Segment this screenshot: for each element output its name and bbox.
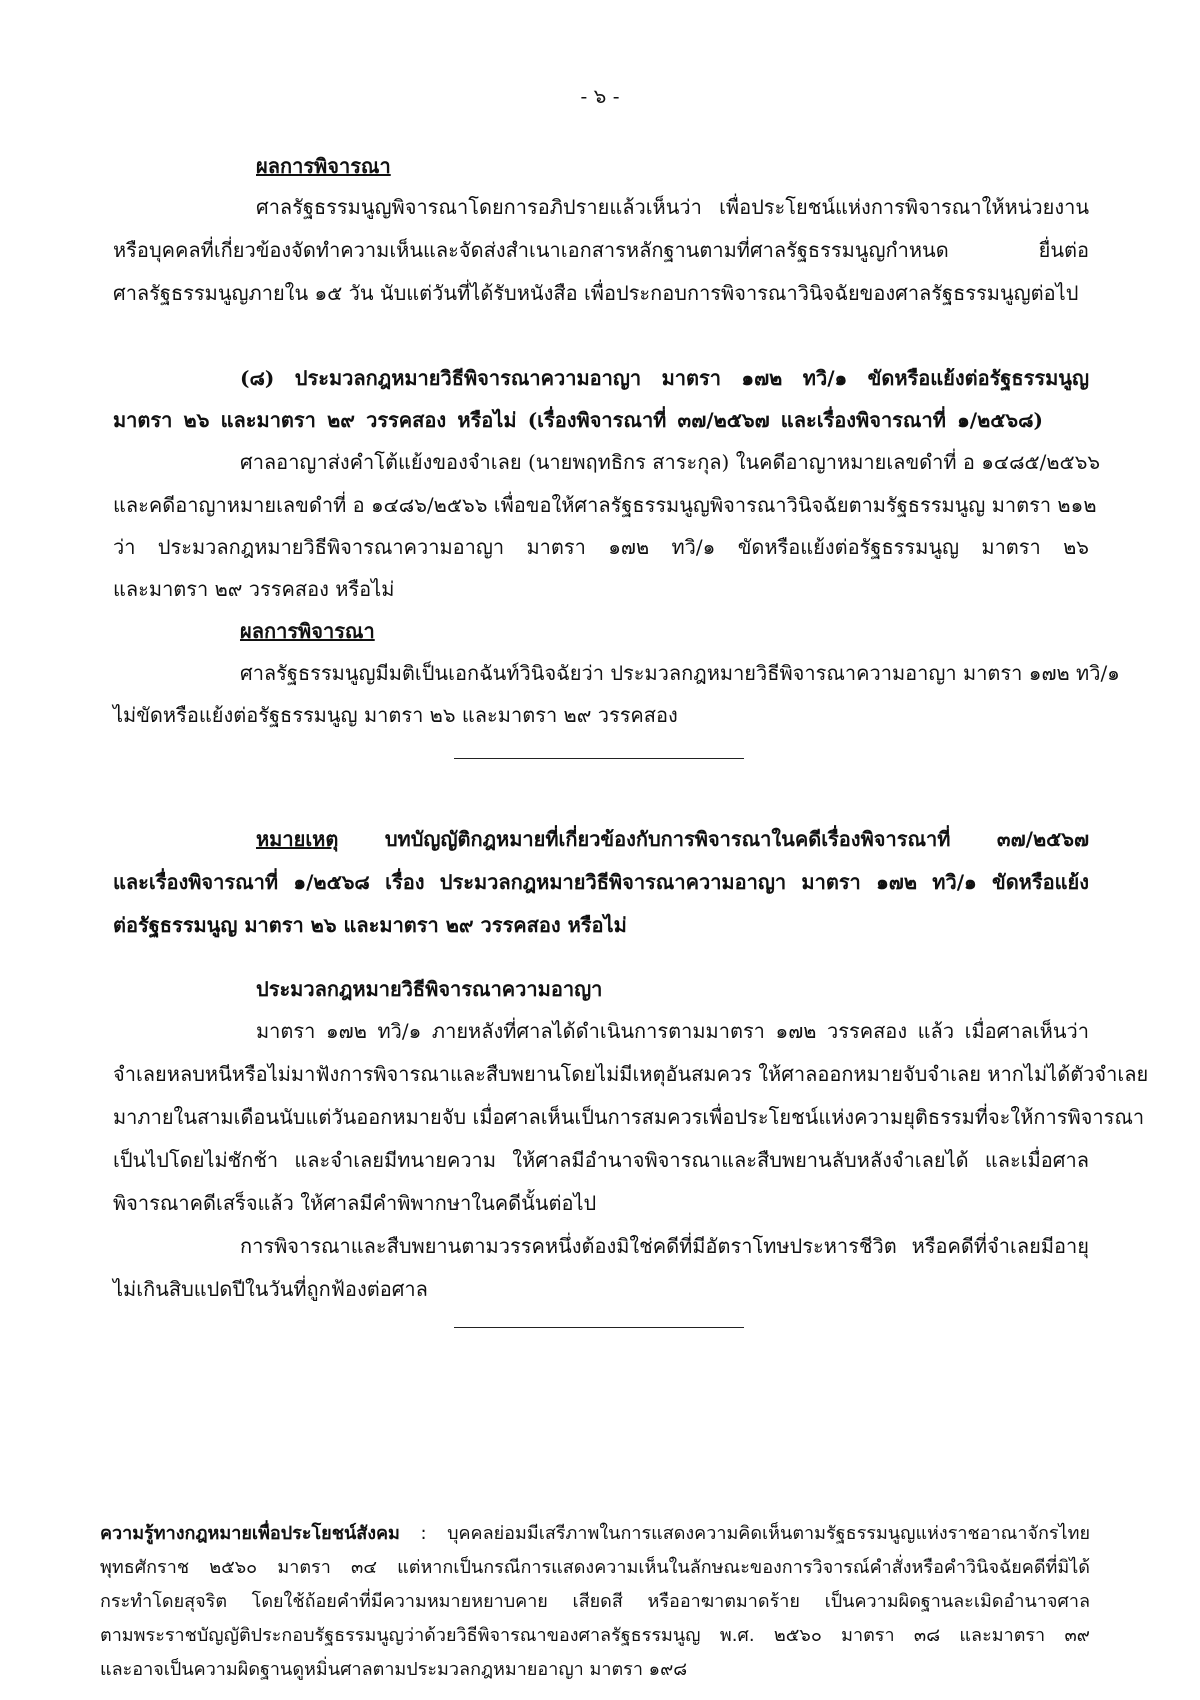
section1-line-3: ศาลรัฐธรรมนูญภายใน ๑๕ วัน นับแต่วันที่ได้รับหนังสือ เพื่อประกอบการพิจารณาวินิจฉัยของศาลรัฐธรรมนูญต่อไป <box>113 281 1079 305</box>
note-label: หมายเหตุ <box>256 827 339 851</box>
para1-line-2: จำเลยหลบหนีหรือไม่มาฟังการพิจารณาและสืบพยานโดยไม่มีเหตุอันสมควร ให้ศาลออกหมายจับจำเลย หากไม่ได้ตัวจำเลย <box>113 1062 1149 1086</box>
page-number: - ๖ - <box>580 84 620 108</box>
footer-line-2: พุทธศักราช ๒๕๖๐ มาตรา ๓๔ แต่หากเป็นกรณีการแสดงความเห็นในลักษณะของการวิจารณ์คำสั่งหรือคำวินิจฉัยคดีที่มิได้ <box>100 1557 1090 1578</box>
case8-result-heading: ผลการพิจารณา <box>240 619 375 643</box>
case8-body-line-3: ว่า ประมวลกฎหมายวิธีพิจารณาความอาญา มาตรา ๑๗๒ ทวิ/๑ ขัดหรือแย้งต่อรัฐธรรมนูญ มาตรา ๒๖ <box>113 535 1089 559</box>
note-line-3: ต่อรัฐธรรมนูญ มาตรา ๒๖ และมาตรา ๒๙ วรรคสอง หรือไม่ <box>113 913 627 937</box>
note-line-1 <box>256 823 1089 855</box>
para1-line-1: มาตรา ๑๗๒ ทวิ/๑ ภายหลังที่ศาลได้ดำเนินการตามมาตรา ๑๗๒ วรรคสอง แล้ว เมื่อศาลเห็นว่า <box>256 1019 1089 1043</box>
footer-line-3: กระทำโดยสุจริต โดยใช้ถ้อยคำที่มีความหมายหยาบคาย เสียดสี หรืออาฆาตมาดร้าย เป็นความผิดฐานละเมิดอำนาจศาล <box>100 1591 1090 1612</box>
footer-line-4: ตามพระราชบัญญัติประกอบรัฐธรรมนูญว่าด้วยวิธีพิจารณาของศาลรัฐธรรมนูญ พ.ศ. ๒๕๖๐ มาตรา ๓๘ และมาตรา ๓๙ <box>100 1625 1090 1646</box>
section1-line-1: ศาลรัฐธรรมนูญพิจารณาโดยการอภิปรายแล้วเห็นว่า เพื่อประโยชน์แห่งการพิจารณาให้หน่วยงาน <box>256 195 1089 219</box>
para2-line-1: การพิจารณาและสืบพยานตามวรรคหนึ่งต้องมิใช่คดีที่มีอัตราโทษประหารชีวิต หรือคดีที่จำเลยมีอายุ <box>240 1234 1089 1258</box>
para1-line-4: เป็นไปโดยไม่ชักช้า และจำเลยมีทนายความ ให้ศาลมีอำนาจพิจารณาและสืบพยานลับหลังจำเลยได้ และเมื่อศาล <box>113 1148 1089 1172</box>
note-line-2: และเรื่องพิจารณาที่ ๑/๒๕๖๘ เรื่อง ประมวลกฎหมายวิธีพิจารณาความอาญา มาตรา ๑๗๒ ทวิ/๑ ขัดหรือแย้ง <box>113 870 1089 894</box>
case8-result-line-1: ศาลรัฐธรรมนูญมีมติเป็นเอกฉันท์วินิจฉัยว่า ประมวลกฎหมายวิธีพิจารณาความอาญา มาตรา ๑๗๒ ทวิ/๑ <box>240 661 1120 685</box>
case8-body-line-2: และคดีอาญาหมายเลขดำที่ อ ๑๔๘๖/๒๕๖๖ เพื่อขอให้ศาลรัฐธรรมนูญพิจารณาวินิจฉัยตามรัฐธรรมนูญ มาตรา ๒๑๒ <box>113 493 1097 517</box>
footer-line-1-text: บุคคลย่อมมีเสรีภาพในการแสดงความคิดเห็นตามรัฐธรรมนูญแห่งราชอาณาจักรไทย <box>447 1523 1090 1544</box>
footer-line-1 <box>100 1518 1090 1547</box>
para1-line-3: มาภายในสามเดือนนับแต่วันออกหมายจับ เมื่อศาลเห็นเป็นการสมควรเพื่อประโยชน์แห่งความยุติธรรมที่จะให้การพิจารณา <box>113 1105 1145 1129</box>
code-title: ประมวลกฎหมายวิธีพิจารณาความอาญา <box>256 977 603 1001</box>
case8-body-line-1: ศาลอาญาส่งคำโต้แย้งของจำเลย (นายพฤทธิกร สาระกุล) ในคดีอาญาหมายเลขดำที่ อ ๑๔๘๕/๒๕๖๖ <box>240 450 1101 474</box>
section1-line-2: หรือบุคคลที่เกี่ยวข้องจัดทำความเห็นและจัดส่งสำเนาเอกสารหลักฐานตามที่ศาลรัฐธรรมนูญกำหนด ยื่นต่อ <box>113 238 1089 262</box>
para1-line-5: พิจารณาคดีเสร็จแล้ว ให้ศาลมีคำพิพากษาในคดีนั้นต่อไป <box>113 1191 597 1215</box>
case8-body-line-4: และมาตรา ๒๙ วรรคสอง หรือไม่ <box>113 577 395 601</box>
section1-heading: ผลการพิจารณา <box>256 154 391 178</box>
note-line-1-text: บทบัญญัติกฎหมายที่เกี่ยวข้องกับการพิจารณาในคดีเรื่องพิจารณาที่ ๓๗/๒๕๖๗ <box>384 827 1089 851</box>
para2-line-2: ไม่เกินสิบแปดปีในวันที่ถูกฟ้องต่อศาล <box>113 1277 428 1301</box>
footer-title: ความรู้ทางกฎหมายเพื่อประโยชน์สังคม <box>100 1523 400 1544</box>
section-divider-2 <box>454 1327 744 1328</box>
footer-line-5: และอาจเป็นความผิดฐานดูหมิ่นศาลตามประมวลกฎหมายอาญา มาตรา ๑๙๘ <box>100 1659 688 1680</box>
case8-result-line-2: ไม่ขัดหรือแย้งต่อรัฐธรรมนูญ มาตรา ๒๖ และมาตรา ๒๙ วรรคสอง <box>113 703 678 727</box>
section-divider-1 <box>454 758 744 759</box>
case8-title-line-1: (๘) ประมวลกฎหมายวิธีพิจารณาความอาญา มาตรา ๑๗๒ ทวิ/๑ ขัดหรือแย้งต่อรัฐธรรมนูญ <box>240 366 1089 390</box>
footer-separator: : <box>420 1523 427 1544</box>
case8-title-line-2: มาตรา ๒๖ และมาตรา ๒๙ วรรคสอง หรือไม่ (เรื่องพิจารณาที่ ๓๗/๒๕๖๗ และเรื่องพิจารณาที่ ๑/๒๕๖๘) <box>113 408 1043 432</box>
